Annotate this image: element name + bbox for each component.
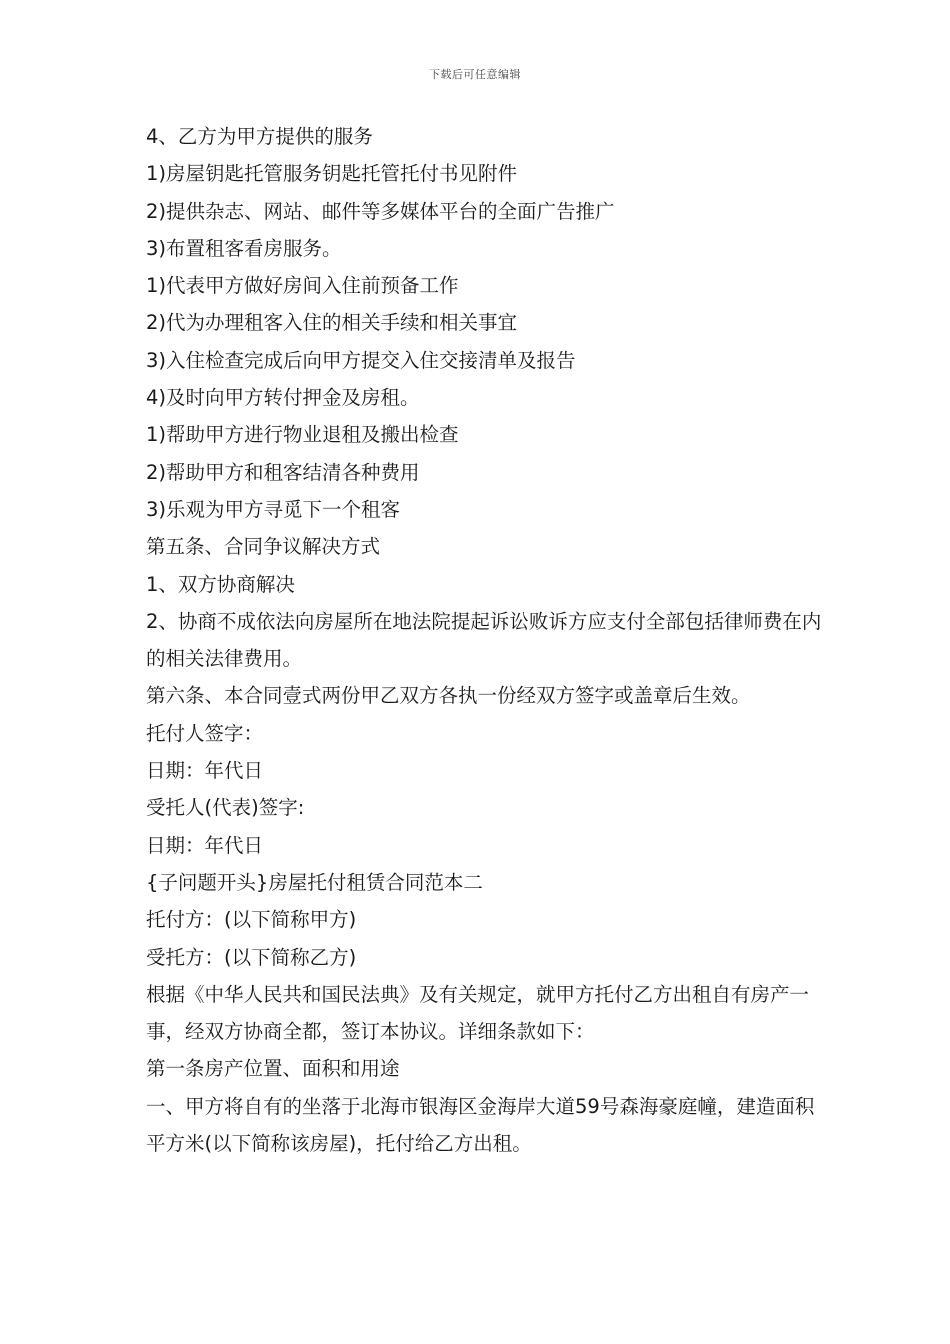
date-line: 日期：年代日 [146, 759, 264, 783]
section-heading: 第一条房产位置、面积和用途 [146, 1057, 400, 1081]
paragraph: 4)及时向甲方转付押金及房租。 [146, 386, 420, 410]
document-body [146, 118, 826, 1162]
date-line: 日期：年代日 [146, 833, 264, 857]
paragraph: 1)代表甲方做好房间入住前预备工作 [146, 274, 459, 298]
paragraph: 3)乐观为甲方寻觅下一个租客 [146, 497, 401, 521]
page-header: 下载后可任意编辑 [429, 68, 521, 81]
paragraph: 根据《中华人民共和国民法典》及有关规定，就甲方托付乙方出租自有房产一事，经双方协商全都，签订本协议。详细条款如下： [146, 982, 810, 1044]
contract-title: {子问题开头}房屋托付租赁合同范本二 [146, 870, 483, 894]
section-heading: 第五条、合同争议解决方式 [146, 535, 381, 559]
paragraph: 3)布置租客看房服务。 [146, 236, 342, 260]
paragraph: 1)帮助甲方进行物业退租及搬出检查 [146, 423, 459, 447]
paragraph: 一、甲方将自有的坐落于北海市银海区金海岸大道59号森海豪庭幢，建造面积平方米(以下简称该房屋)，托付给乙方出租。 [146, 1094, 815, 1156]
paragraph: 2)帮助甲方和租客结清各种费用 [146, 460, 420, 484]
party-line: 受托方：(以下简称乙方) [146, 945, 357, 969]
party-line: 托付方：(以下简称甲方) [146, 908, 357, 932]
signature-line: 受托人(代表)签字: [146, 796, 305, 820]
paragraph: 4、乙方为甲方提供的服务 [146, 125, 373, 148]
paragraph: 2)代为办理租客入住的相关手续和相关事宜 [146, 311, 518, 335]
paragraph: 2)提供杂志、网站、邮件等多媒体平台的全面广告推广 [146, 199, 615, 223]
paragraph: 1)房屋钥匙托管服务钥匙托管托付书见附件 [146, 162, 518, 186]
signature-line: 托付人签字： [146, 721, 264, 745]
paragraph: 1、双方协商解决 [146, 572, 295, 596]
section-heading: 第六条、本合同壹式两份甲乙双方各执一份经双方签字或盖章后生效。 [146, 684, 751, 708]
paragraph: 2、协商不成依法向房屋所在地法院提起诉讼败诉方应支付全部包括律师费在内的相关法律费用。 [146, 609, 822, 671]
paragraph: 3)入住检查完成后向甲方提交入住交接清单及报告 [146, 348, 576, 372]
